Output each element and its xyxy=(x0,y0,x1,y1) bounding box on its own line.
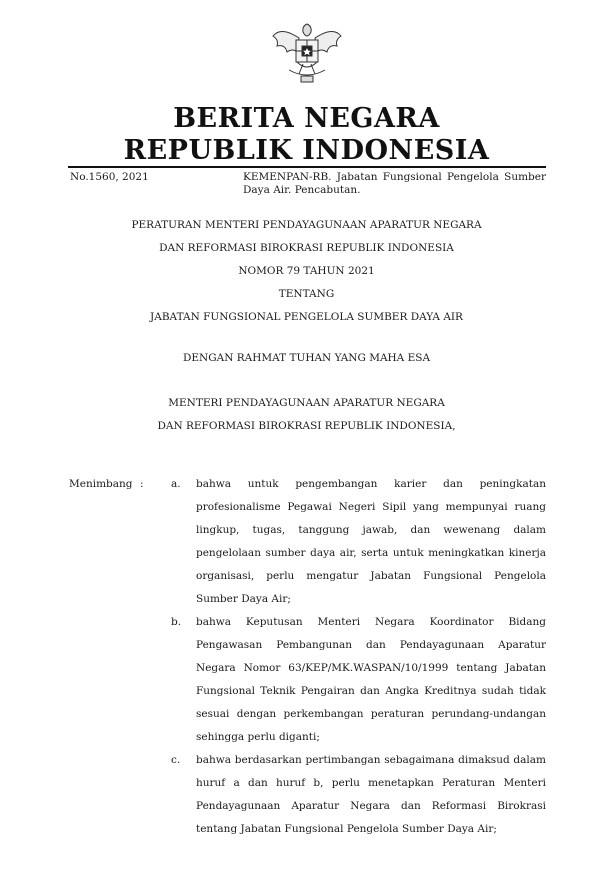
considerations-label: Menimbang xyxy=(69,478,133,490)
consideration-b-letter: b. xyxy=(171,616,182,628)
consideration-b-text: bahwa Keputusan Menteri Negara Koordinator Bidang Pengawasan Pembangunan dan Pendayagunaan Aparatur Negara Nomor 63/KEP/MK.WASPAN/10/1999 tentang Jabatan Fungsional Teknik Pengairan dan Angka Kreditnya sudah tidak sesuai dengan perkembangan peraturan perundang-undangan sehingga perlu diganti; xyxy=(196,616,546,743)
consideration-c-text: bahwa berdasarkan pertimbangan sebagaimana dimaksud dalam huruf a dan huruf b, perlu menetapkan Peraturan Menteri Pendayagunaan Aparatur Negara dan Reformasi Birokrasi tentang Jabatan Fungsional Pengelola Sumber Daya Air; xyxy=(196,754,546,835)
header-divider xyxy=(68,166,546,168)
publication-subject: KEMENPAN-RB. Jabatan Fungsional Pengelola Sumber Daya Air. Pencabutan. xyxy=(243,171,546,196)
invocation-text: DENGAN RAHMAT TUHAN YANG MAHA ESA xyxy=(182,352,431,364)
consideration-c-letter: c. xyxy=(171,754,181,766)
publication-title-line2: REPUBLIK INDONESIA xyxy=(123,135,490,166)
invocation xyxy=(0,347,613,370)
regulation-line-1: PERATURAN MENTERI PENDAYAGUNAAN APARATUR NEGARA xyxy=(131,219,482,231)
garuda-emblem-icon xyxy=(267,18,347,90)
publication-number: No.1560, 2021 xyxy=(70,171,149,183)
issuer xyxy=(0,392,613,438)
publication-title-line1: BERITA NEGARA xyxy=(173,103,440,134)
regulation-subject: JABATAN FUNGSIONAL PENGELOLA SUMBER DAYA AIR xyxy=(150,311,463,323)
consideration-a-text: bahwa untuk pengembangan karier dan peningkatan profesionalisme Pegawai Negeri Sipil yang mempunyai ruang lingkup, tugas, tanggung jawab, dan wewenang dalam pengelolaan sumber daya air, serta untuk meningkatkan kinerja organisasi, perlu mengatur Jabatan Fungsional Pengelola Sumber Daya Air; xyxy=(196,478,546,605)
regulation-tentang: TENTANG xyxy=(278,288,335,300)
regulation-heading xyxy=(0,214,613,329)
regulation-number: NOMOR 79 TAHUN 2021 xyxy=(238,265,375,277)
considerations-colon: : xyxy=(140,478,144,490)
issuer-line-1: MENTERI PENDAYAGUNAAN APARATUR NEGARA xyxy=(168,397,445,409)
consideration-a-letter: a. xyxy=(171,478,181,490)
issuer-line-2: DAN REFORMASI BIROKRASI REPUBLIK INDONESIA, xyxy=(157,420,456,432)
regulation-line-2: DAN REFORMASI BIROKRASI REPUBLIK INDONESIA xyxy=(159,242,454,254)
